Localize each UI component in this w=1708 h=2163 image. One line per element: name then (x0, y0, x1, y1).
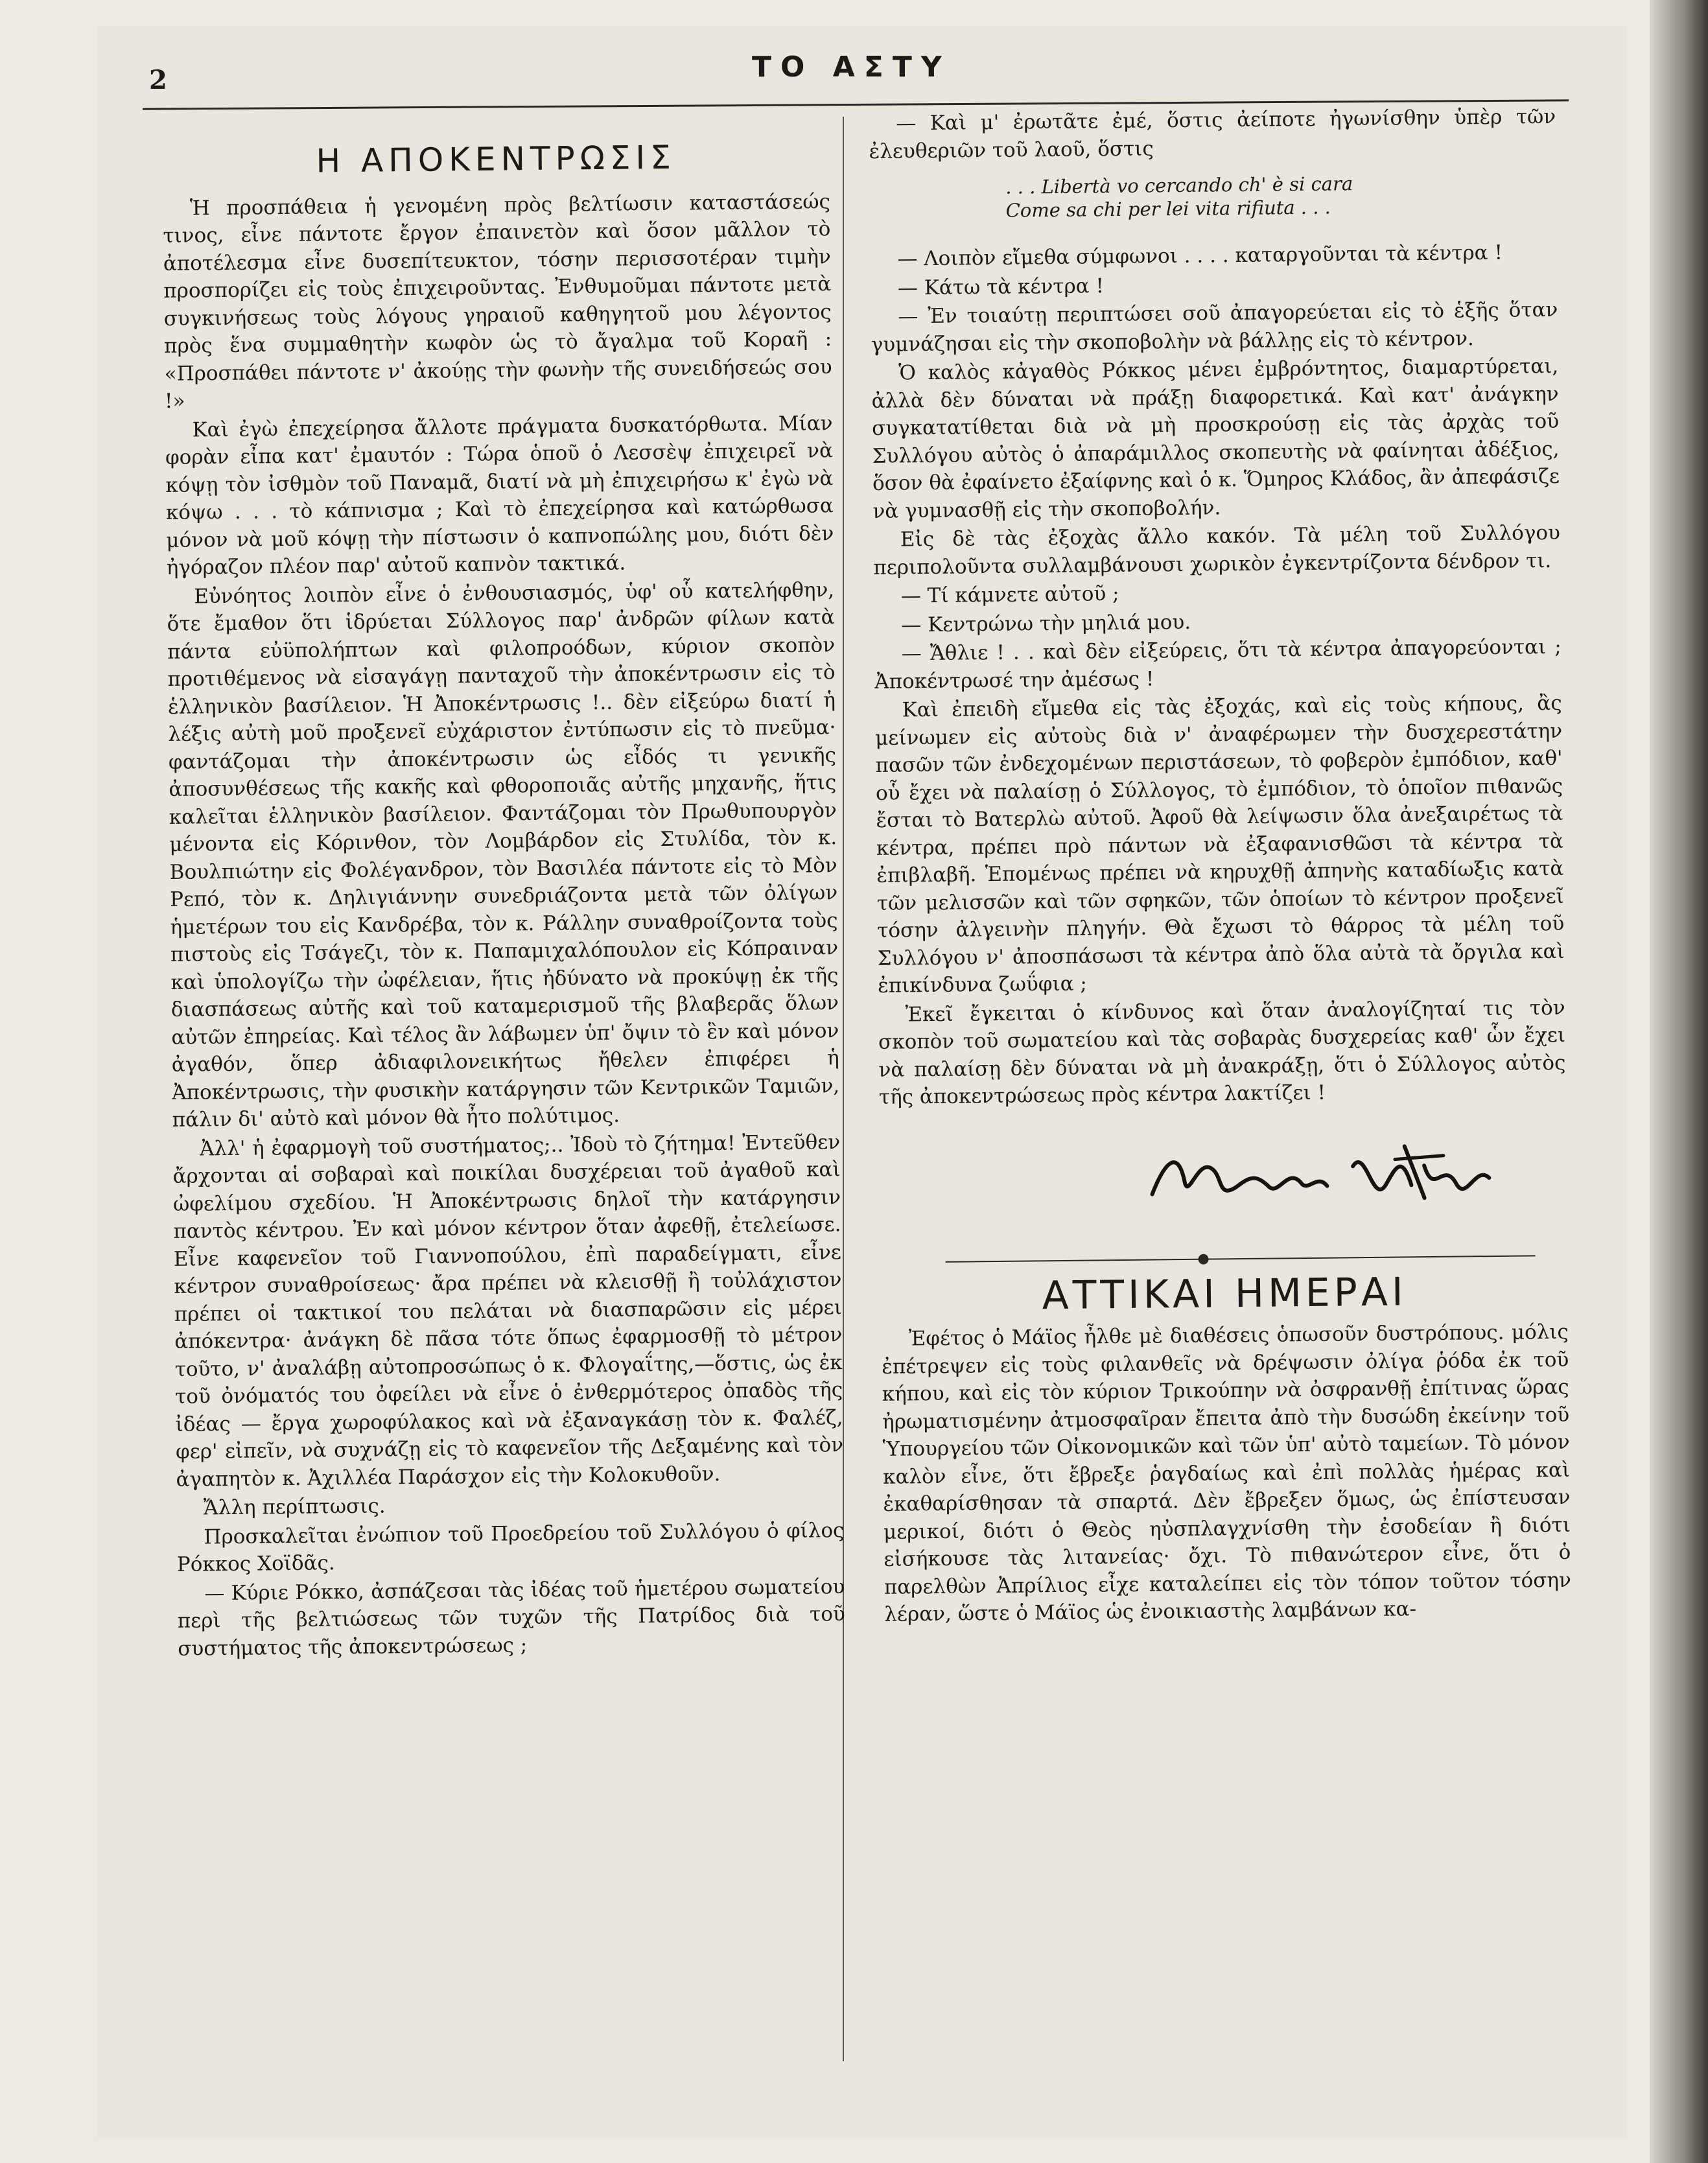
signature-block (879, 1105, 1567, 1235)
page-number: 2 (149, 65, 167, 95)
paragraph: — Τί κάμνετε αὐτοῦ ; (900, 581, 1119, 608)
paragraph: Ἄλλη περίπτωσις. (203, 1494, 386, 1520)
section-title: ΑΤΤΙΚΑΙ ΗΜΕΡΑΙ (1042, 1269, 1407, 1318)
paragraph: — Λοιπὸν εἴμεθα σύμφωνοι . . . . καταργοῦνται τὰ κέντρα ! (897, 240, 1503, 271)
binding-shadow (1650, 0, 1708, 2163)
verse-line: . . . Libertà vo cercando ch' è si cara (1005, 172, 1353, 198)
paragraph: Ὁ καλὸς κἀγαθὸς Ρόκκος μένει ἐμβρόντητος, διαμαρτύρεται, ἀλλὰ δὲν δύναται νὰ πράξῃ διαφορετικά. Καὶ κατ' ἀνάγκην συγκατατίθεται διὰ νὰ μὴ προσκρούσῃ εἰς τὰς ἀρχὰς τοῦ Συλλόγου αὐτὸς ὁ ἀπαράμιλλος σκοπευτὴς νὰ φαίνηται ἀδέξιος, ὅσον θὰ ἐφαίνετο ἐξαίφνης καὶ ὁ κ. Ὅμηρος Κλάδος, ἂν ἀπεφάσιζε νὰ γυμνασθῇ εἰς τὴν σκοποβολήν. (871, 354, 1560, 523)
left-column (162, 138, 845, 1664)
paragraph: Ἀλλ' ἡ ἐφαρμογὴ τοῦ συστήματος;.. Ἰδοὺ τὸ ζήτημα! Ἐντεῦθεν ἄρχονται αἱ σοβαραὶ καὶ ποικίλαι δυσχέρειαι τοῦ ἀγαθοῦ καὶ ὠφελίμου σχεδίου. Ἡ Ἀποκέντρωσις δηλοῖ τὴν κατάργησιν παντὸς κέντρου. Ἐν καὶ μόνον κέντρον ὅταν ἀφεθῇ, ἐτελείωσε. Εἶνε καφενεῖον τοῦ Γιαννοπούλου, ἐπὶ παραδείγματι, εἶνε κέντρον συναθροίσεως· ἄρα πρέπει νὰ κλεισθῇ ἢ τοὐλάχιστον πρέπει οἱ τακτικοί του πελάται νὰ διασπαρῶσιν εἰς μέρει ἀπόκεντρα· ἀνάγκη δὲ πᾶσα τότε ὅπως ἐφαρμοσθῇ τὸ μέτρον τοῦτο, ν' ἀναλάβῃ αὐτοπροσώπως ὁ κ. Φλογαΐτης,—ὅστις, ὡς ἐκ τοῦ ὀνόματός του ὀφείλει νὰ εἶνε ὁ ἐνθερμότερος ὀπαδὸς τῆς ἰδέας — ἔργα χωροφύλακος καὶ νὰ ἐξαναγκάσῃ τὸν κ. Φαλέζ, φερ' εἰπεῖν, νὰ συχνάζῃ εἰς τὸ καφενεῖον τῆς Δεξαμένης καὶ τὸν ἀγαπητὸν κ. Ἀχιλλέα Παράσχον εἰς τὴν Κολοκυθοῦν. (172, 1130, 844, 1491)
verse-line: Come sa chi per lei vita rifiuta . . . (1005, 196, 1331, 222)
paragraph: — Ἄθλιε ! . . καὶ δὲν εἰξεύρεις, ὅτι τὰ κέντρα ἀπαγορεύονται ; Ἀποκέντρωσέ την ἀμέσως ! (874, 635, 1562, 694)
paragraph: Ἐκεῖ ἔγκειται ὁ κίνδυνος καὶ ὅταν ἀναλογίζηταί τις τὸν σκοπὸν τοῦ σωματείου καὶ τὰς σοβαρὰς δυσχερείας καθ' ὧν ἔχει νὰ παλαίσῃ δὲν δύναται νὰ μὴ ἀνακράξῃ, ὅτι ὁ Σύλλογος αὐτὸς τῆς ἀποκεντρώσεως πρὸς κέντρα λακτίζει ! (878, 996, 1566, 1109)
paragraph: Εἰς δὲ τὰς ἐξοχὰς ἄλλο κακόν. Τὰ μέλη τοῦ Συλλόγου περιπολοῦντα συλλαμβάνουσι χωρικὸν ἐγκεντρίζοντα δένδρον τι. (873, 520, 1561, 579)
paragraph: Προσκαλεῖται ἐνώπιον τοῦ Προεδρείου τοῦ Συλλόγου ὁ φίλος Ρόκκος Χοϊδᾶς. (176, 1518, 845, 1576)
right-column (869, 103, 1571, 1630)
italian-verse (908, 170, 1557, 223)
paragraph: Ἐφέτος ὁ Μάϊος ἦλθε μὲ διαθέσεις ὁπωσοῦν δυστρόπους. μόλις ἐπέτρεψεν εἰς τοὺς φιλανθεῖς νὰ δρέψωσιν ὀλίγα ῥόδα ἐκ τοῦ κήπου, καὶ εἰς τὸν κύριον Τρικούπην νὰ ὀσφρανθῇ ἐπίτινας ὥρας ἠρωματισμένην ἀτμοσφαῖραν ἔπειτα ἀπὸ τὴν δυσώδη ἐκείνην τοῦ Ὑπουργείου τῶν Οἰκονομικῶν καὶ τῶν ὑπ' αὐτὸ ταμείων. Τὸ μόνον καλὸν εἶνε, ὅτι ἔβρεξε ῥαγδαίως καὶ ἐπὶ πολλὰς ἡμέρας καὶ ἐκαθαρίσθησαν τὰ σπαρτά. Δὲν ἔβρεξεν ὅμως, ὡς ἐπίστευσαν μερικοί, διότι ὁ Θεὸς ηὐσπλαγχνίσθη τὴν ἐσοδείαν ἢ διότι εἰσήκουσε τὰς λιτανείας· ὄχι. Τὸ πιθανώτερον εἶνε, ὅτι ὁ παρελθὼν Ἀπρίλιος εἶχε καταλείπει εἰς τὸν τόπον τοῦτον τόσην λέραν, ὥστε ὁ Μάϊος ὡς ἐνοικιαστὴς λαμβάνων κα- (882, 1320, 1571, 1626)
column-divider (843, 117, 844, 2061)
section-separator (880, 1228, 1568, 1281)
separator-line (946, 1255, 1536, 1263)
handwritten-signature (1138, 1119, 1503, 1226)
page-header (149, 39, 1562, 97)
paragraph: — Ἐν τοιαύτῃ περιπτώσει σοῦ ἀπαγορεύεται εἰς τὸ ἑξῆς ὅταν γυμνάζησαι εἰς τὴν σκοποβολὴν νὰ βάλλῃς εἰς τὸ κέντρον. (871, 298, 1558, 357)
paragraph: — Κεντρώνω τὴν μηλιά μου. (901, 610, 1191, 637)
paragraph: — Καὶ μ' ἐρωτᾶτε ἐμέ, ὅστις ἀείποτε ἠγωνίσθην ὑπὲρ τῶν ἐλευθεριῶν τοῦ λαοῦ, ὅστις (869, 104, 1556, 163)
paragraph: — Κάτω τὰ κέντρα ! (897, 274, 1105, 300)
paragraph: Ἡ προσπάθεια ἡ γενομένη πρὸς βελτίωσιν καταστάσεώς τινος, εἶνε πάντοτε ἔργον ἐπαινετὸν καὶ ὅσον μᾶλλον τὸ ἀποτέλεσμα εἶνε δυσεπίτευκτον, τόσην περισσοτέραν τιμὴν προσπορίζει εἰς τοὺς ἐπιχειροῦντας. Ἐνθυμοῦμαι πάντοτε μετὰ συγκινήσεως τοὺς λόγους γηραιοῦ καθηγητοῦ μου λέγοντος πρὸς ἕνα συμμαθητὴν κωφὸν ὡς τὸ ἄγαλμα τοῦ Κοραῆ : «Προσπάθει πάντοτε ν' ἀκούῃς τὴν φωνὴν τῆς συνειδήσεώς σου !» (163, 189, 832, 413)
article-title: Η ΑΠΟΚΕΝΤΡΩΣΙΣ (316, 138, 677, 180)
paragraph: Καὶ ἐπειδὴ εἴμεθα εἰς τὰς ἐξοχάς, καὶ εἰς τοὺς κήπους, ἂς μείνωμεν εἰς αὐτοὺς διὰ ν' ἀναφέρωμεν τὴν δυσχερεστάτην πασῶν τῶν ἐνδεχομένων περιστάσεων, τὸ φοβερὸν ἐμπόδιον, καθ' οὗ ἔχει νὰ παλαίσῃ ὁ Σύλλογος, τὸ ἐμπόδιον, τὸ ὁποῖον πιθανῶς ἔσται τὸ Βατερλὼ αὐτοῦ. Ἀφοῦ θὰ λείψωσιν ὅλα ἀνεξαιρέτως τὰ κέντρα, πρέπει πρὸ πάντων νὰ ἐξαφανισθῶσι τὰ κέντρα τὰ ἐπιβλαβῆ. Ἑπομένως πρέπει νὰ κηρυχθῇ ἀπηνὴς καταδίωξις κατὰ τῶν μελισσῶν καὶ τῶν σφηκῶν, τῶν ὁποίων τὸ κέντρον προξενεῖ τόσην ἀλγεινὴν πληγήν. Θὰ ἔχωσι τὸ θάρρος τὰ μέλη τοῦ Συλλόγου ν' ἀποσπάσωσι τὰ κέντρα ἀπὸ ὅλα αὐτὰ τὰ ὄργιλα καὶ ἐπικίνδυνα ζωΰφια ; (874, 691, 1565, 998)
paragraph: Εὐνόητος λοιπὸν εἶνε ὁ ἐνθουσιασμός, ὑφ' οὗ κατελήφθην, ὅτε ἔμαθον ὅτι ἱδρύεται Σύλλογος παρ' ἀνδρῶν φίλων κατὰ πάντα εὐϋπολήπτων καὶ φιλοπροόδων, κύριον σκοπὸν προτιθέμενος νὰ εἰσαγάγῃ πανταχοῦ τὴν ἀποκέντρωσιν εἰς τὸ ἑλληνικὸν βασίλειον. Ἡ Ἀποκέντρωσις !.. δὲν εἰξεύρω διατί ἡ λέξις αὐτὴ μοῦ προξενεῖ εὐχάριστον ἐντύπωσιν εἰς τὸ πνεῦμα· φαντάζομαι τὴν ἀποκέντρωσιν ὡς εἶδός τι γενικῆς ἀποσυνθέσεως τῆς κακῆς καὶ φθοροποιᾶς αὐτῆς μηχανῆς, ἥτις καλεῖται ἑλληνικὸν βασίλειον. Φαντάζομαι τὸν Πρωθυπουργὸν μένοντα εἰς Κόρινθον, τὸν Λομβάρδον εἰς Στυλίδα, τὸν κ. Βουλπιώτην εἰς Φολέγανδρον, τὸν Βασιλέα πάντοτε εἰς τὸ Μὸν Ρεπό, τὸν κ. Δηλιγιάννην συνεδριάζοντα μετὰ τῶν ὀλίγων ἡμετέρων του εἰς Κανδρέβα, τὸν κ. Ράλλην συναθροίζοντα τοὺς πιστοὺς εἰς Τσάγεζι, τὸν κ. Παπαμιχαλόπουλον εἰς Κόπραιναν καὶ ὑπολογίζω τὴν ὠφέλειαν, ἥτις ἠδύνατο νὰ προκύψῃ ἐκ τῆς διασπάσεως αὐτῆς καὶ τοῦ καταμερισμοῦ τῆς βλαβερᾶς ὅλων αὐτῶν ἐπηρείας. Καὶ τέλος ἂν λάβωμεν ὑπ' ὄψιν τὸ ἓν καὶ μόνον ἀγαθόν, ὅπερ ἀδιαφιλονεικήτως ἤθελεν ἐπιφέρει ἡ Ἀποκέντρωσις, τὴν φυσικὴν κατάργησιν τῶν Κεντρικῶν Ταμιῶν, πάλιν δι' αὐτὸ καὶ μόνον θὰ ἦτο πολύτιμος. (167, 578, 840, 1132)
paragraph: Καὶ ἐγὼ ἐπεχείρησα ἄλλοτε πράγματα δυσκατόρθωτα. Μίαν φορὰν εἶπα κατ' ἐμαυτόν : Τώρα ὁποῦ ὁ Λεσσὲψ ἐπιχειρεῖ νὰ κόψῃ τὸν ἰσθμὸν τοῦ Παναμᾶ, διατί νὰ μὴ ἐπιχειρήσω κ' ἐγὼ νὰ κόψω . . . τὸ κάπνισμα ; Καὶ τὸ ἐπεχείρησα καὶ κατώρθωσα μόνον νὰ μοῦ κόψῃ τὴν πίστωσιν ὁ καπνοπώλης μου, διότι δὲν ἠγόραζον πλέον παρ' αὐτοῦ καπνὸν τακτικά. (165, 411, 834, 579)
paragraph: — Κύριε Ρόκκο, ἀσπάζεσαι τὰς ἰδέας τοῦ ἡμετέρου σωματείου περὶ τῆς βελτιώσεως τῶν τυχῶν τῆς Πατρίδος διὰ τοῦ συστήματος τῆς ἀποκεντρώσεως ; (177, 1574, 845, 1661)
separator-dot (1199, 1254, 1209, 1264)
masthead: ΤΟ ΑΣΤΥ (752, 51, 951, 84)
